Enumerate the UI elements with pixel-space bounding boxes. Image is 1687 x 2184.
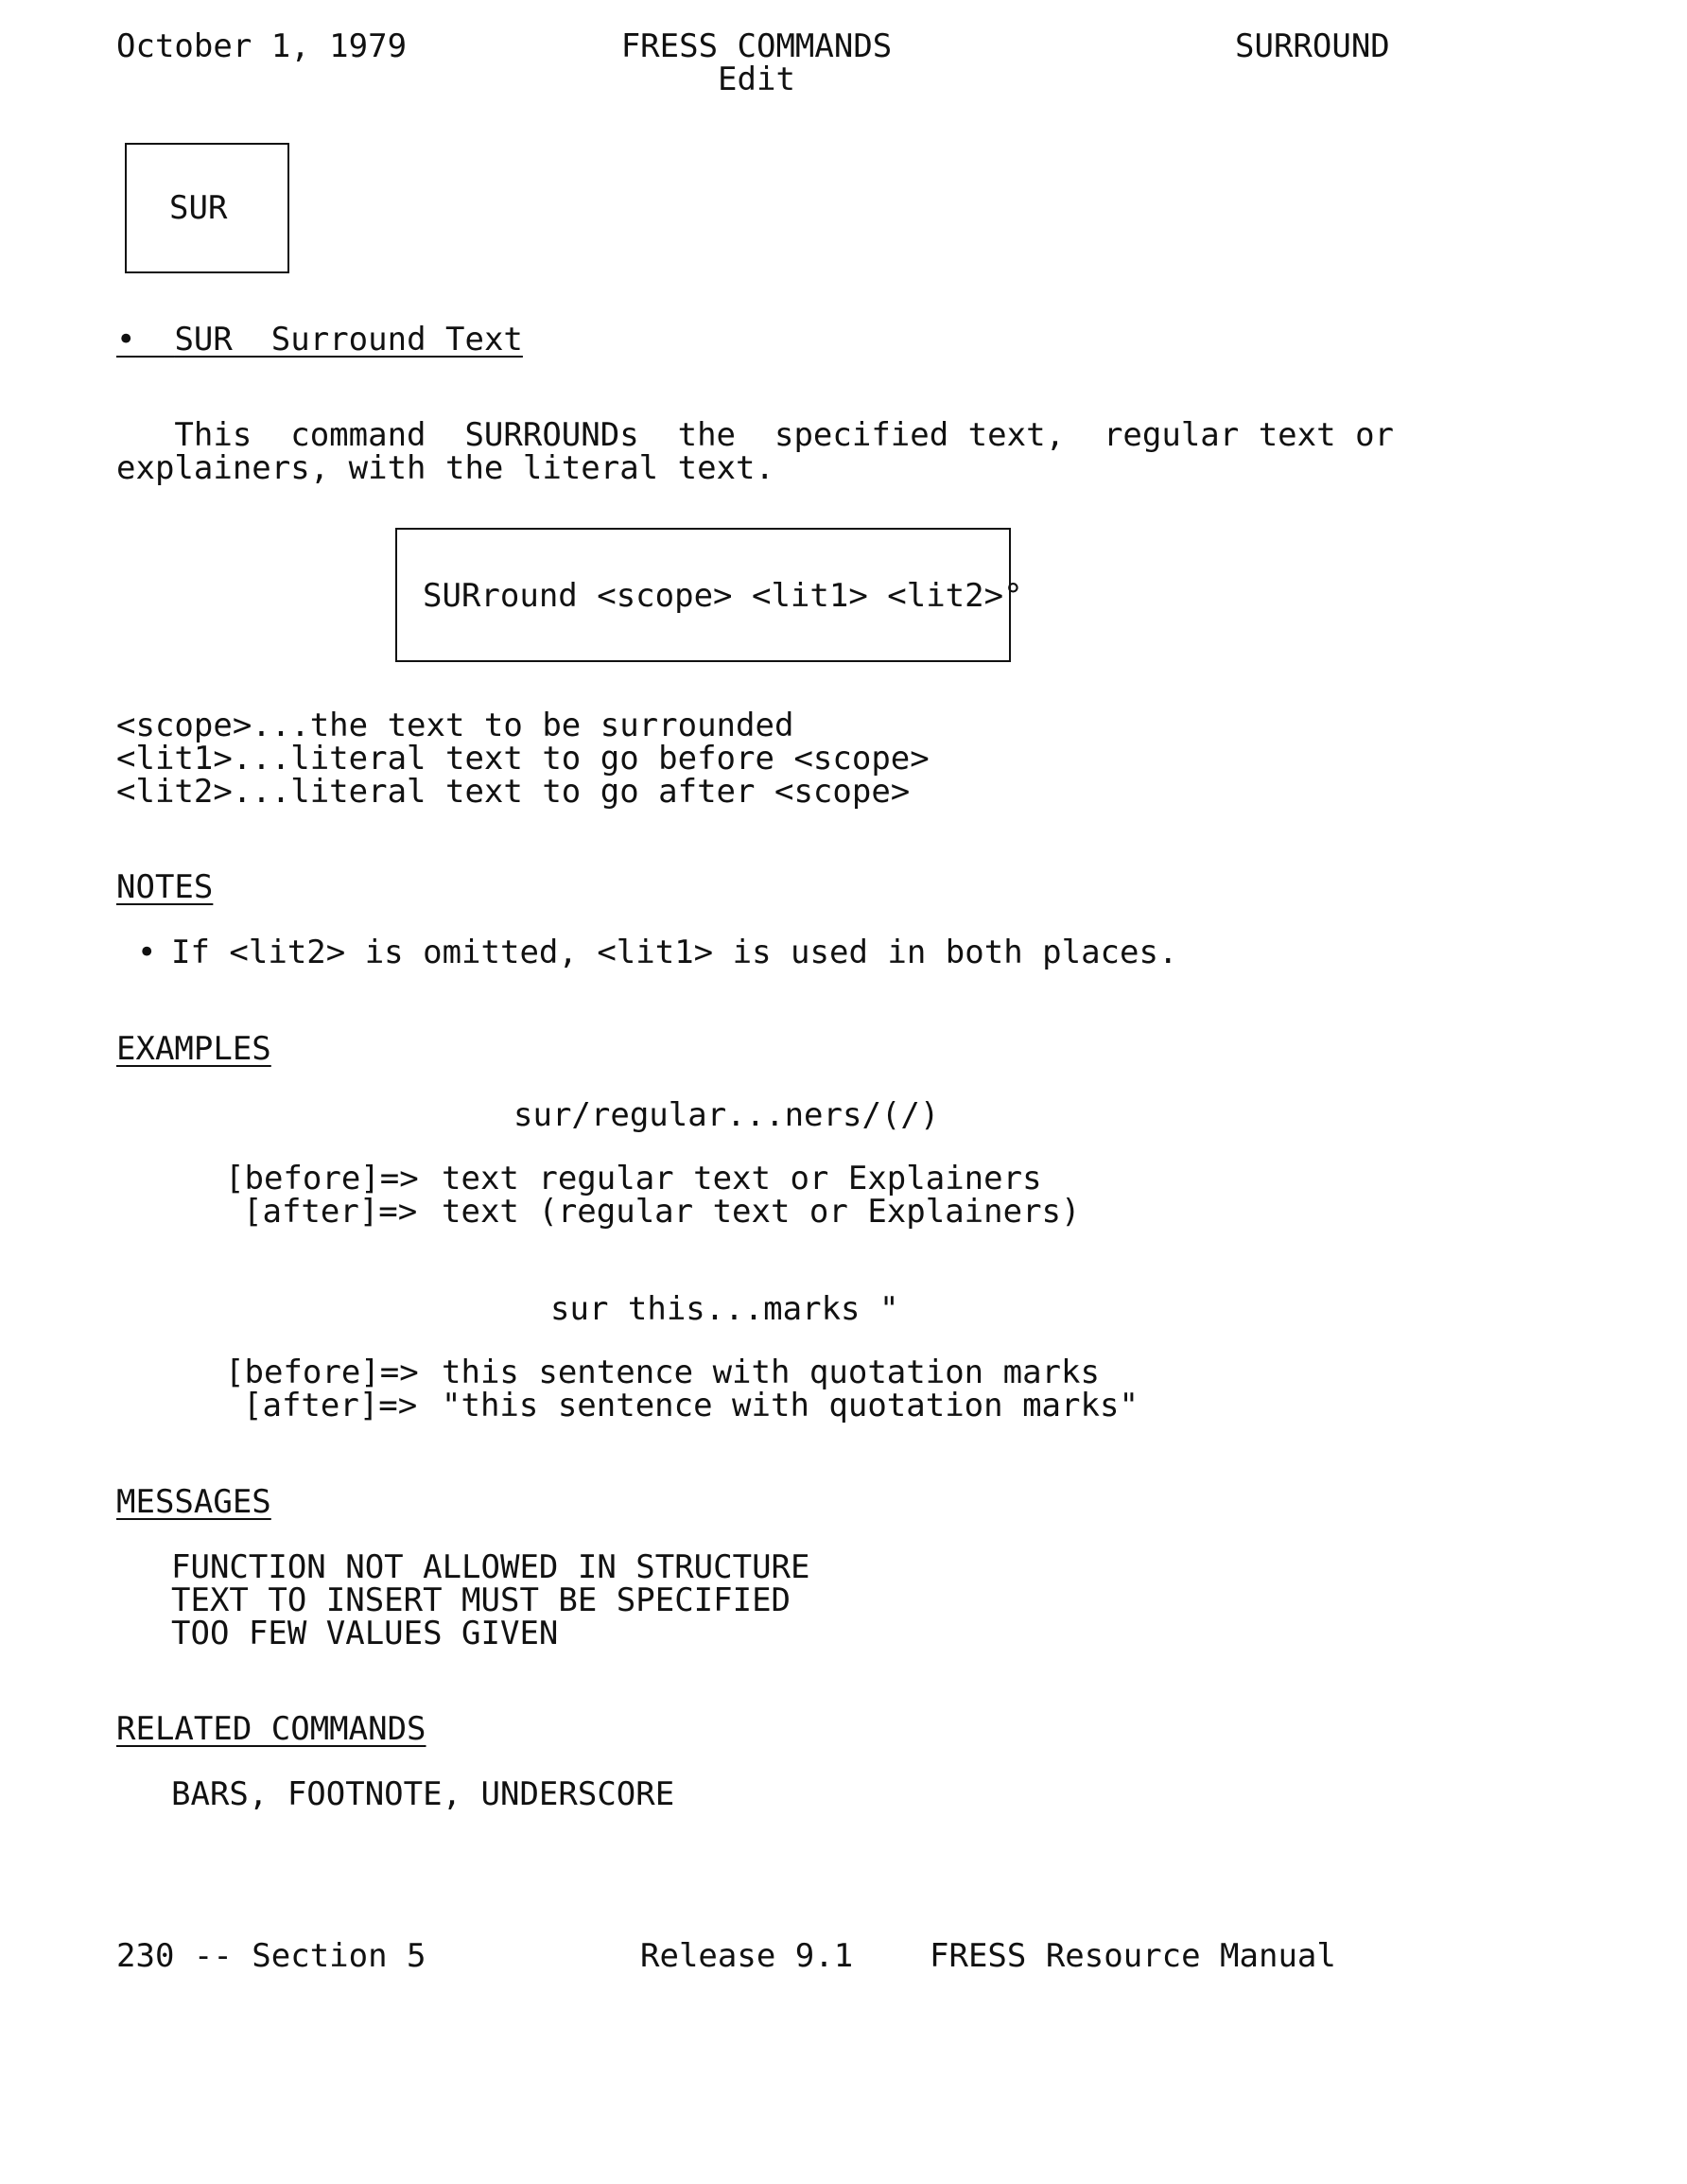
param-lit2: <lit2>...literal text to go after <scope>	[116, 773, 911, 811]
message-item: TEXT TO INSERT MUST BE SPECIFIED	[171, 1581, 791, 1619]
notes-bullet: •	[137, 934, 157, 971]
header-title: FRESS COMMANDS	[620, 27, 893, 65]
syntax-text: SURround <scope> <lit1> <lit2>°	[423, 577, 1023, 615]
message-item: FUNCTION NOT ALLOWED IN STRUCTURE	[171, 1548, 810, 1586]
header-subtitle: Edit	[718, 61, 795, 98]
notes-item: If <lit2> is omitted, <lit1> is used in both places.	[171, 934, 1178, 971]
messages-heading: MESSAGES	[116, 1483, 271, 1521]
example-2-before-text: this sentence with quotation marks	[442, 1354, 1100, 1391]
message-item: TOO FEW VALUES GIVEN	[171, 1615, 559, 1652]
example-2-after-text: "this sentence with quotation marks"	[442, 1387, 1139, 1424]
intro-line-1: This command SURROUNDs the specified text, regular text or	[116, 416, 1395, 454]
notes-heading: NOTES	[116, 868, 214, 906]
example-2-command: sur this...marks "	[550, 1290, 899, 1328]
related-heading: RELATED COMMANDS	[116, 1710, 426, 1748]
param-scope: <scope>...the text to be surrounded	[116, 707, 794, 744]
heading-text: SUR Surround Text	[174, 321, 523, 358]
abbreviation-text: SUR	[169, 189, 228, 227]
example-1-before-label: [before]=>	[225, 1160, 419, 1197]
example-1-after-text: text (regular text or Explainers)	[442, 1193, 1081, 1231]
heading-bullet: •	[116, 321, 136, 358]
example-2-before-label: [before]=>	[225, 1354, 419, 1391]
footer-manual: FRESS Resource Manual	[930, 1937, 1336, 1975]
example-1-after-label: [after]=>	[243, 1193, 418, 1231]
header-date: October 1, 1979	[116, 27, 408, 65]
example-1-command: sur/regular...ners/(/)	[513, 1096, 940, 1134]
header-command-name: SURROUND	[1235, 27, 1390, 65]
section-heading	[116, 323, 523, 357]
intro-line-2: explainers, with the literal text.	[116, 449, 774, 487]
footer-page: 230 -- Section 5	[116, 1937, 426, 1975]
examples-heading: EXAMPLES	[116, 1030, 271, 1068]
param-lit1: <lit1>...literal text to go before <scope>	[116, 740, 930, 778]
footer-release: Release 9.1	[640, 1937, 854, 1975]
related-commands: BARS, FOOTNOTE, UNDERSCORE	[171, 1775, 675, 1813]
example-2-after-label: [after]=>	[243, 1387, 418, 1424]
example-1-before-text: text regular text or Explainers	[442, 1160, 1042, 1197]
